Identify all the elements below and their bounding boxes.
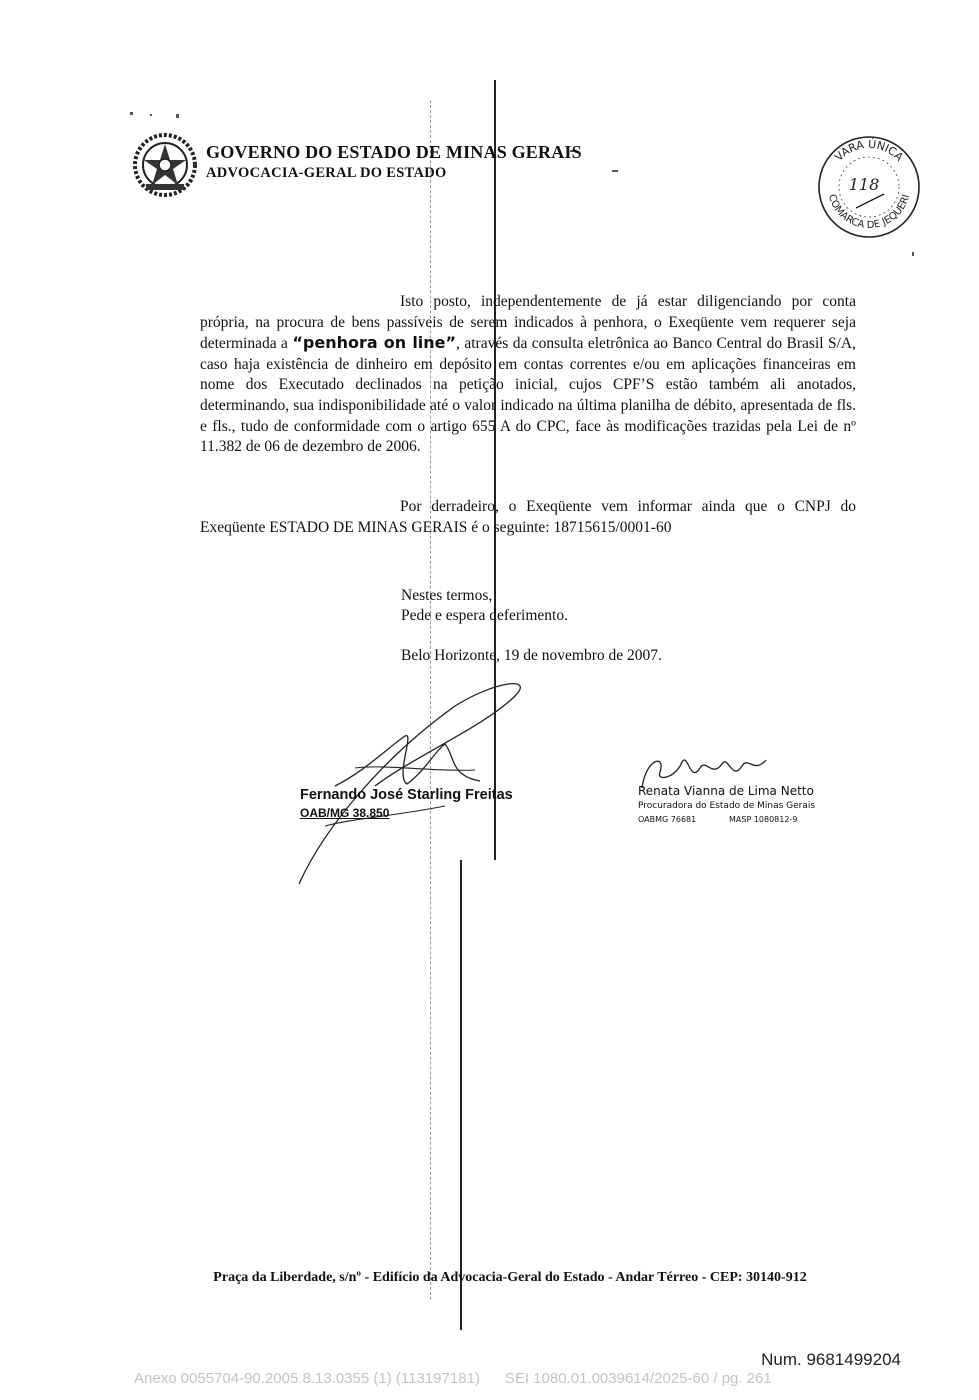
- handwritten-signature-left: [295, 676, 535, 890]
- court-stamp: [814, 132, 924, 242]
- paragraph-cnpj: [200, 497, 856, 538]
- svg-text:VARA ÚNICA: [832, 138, 906, 164]
- signer-right-masp: MASP 1080812-9: [729, 815, 798, 824]
- paragraph1-text-before: Isto posto, independentemente de já estar diligenciando por conta própria, na procura de bens passíveis de serem indicados à penhora, o Exeqüente vem requerer seja determinada a: [200, 293, 856, 353]
- signer-left-oab: OAB/MG 38.850: [300, 806, 390, 820]
- document-number: Num. 9681499204: [761, 1350, 901, 1369]
- place-date: Belo Horizonte, 19 de novembro de 2007.: [401, 647, 662, 664]
- closing-line-1: Nestes termos,: [401, 587, 493, 604]
- header-government: GOVERNO DO ESTADO DE MINAS GERAIS: [206, 142, 582, 162]
- paragraph2-text: Por derradeiro, o Exeqüente vem informar ainda que o CNPJ do Exeqüente ESTADO DE MINAS GERAIS é o seguinte: 18715615/0001-60: [200, 498, 856, 536]
- paragraph-request: [200, 292, 856, 458]
- signer-right-title: Procuradora do Estado de Minas Gerais: [638, 801, 816, 811]
- signer-right-oab: OABMG 76681: [638, 815, 697, 824]
- scan-speck: [176, 114, 179, 118]
- stamp-text-bottom: COMARCA DE JEQUERI: [825, 193, 913, 232]
- paragraph1-text-after: , através da consulta eletrônica ao Banco Central do Brasil S/A, caso haja existência de dinheiro em depósito em contas correntes e/ou em aplicações financeiras em nome dos Executado declinados na petição inicial, cujos CPF’S estão também ali anotados, determinando, sua indisponibilidade até o valor indicado na última planilha de débito, apresentada de fls. e fls., tudo de conformidade com o artigo 655 A do CPC, face às modificações trazidas pela Lei de nº 11.382 de 06 de dezembro de 2006.: [200, 335, 856, 456]
- signer-right-name: Renata Vianna de Lima Netto: [638, 784, 814, 798]
- closing-line-2: Pede e espera deferimento.: [401, 607, 568, 624]
- scan-line-main-lower: [460, 860, 462, 1330]
- scan-speck: [150, 114, 152, 116]
- header-agency: ADVOCACIA-GERAL DO ESTADO: [206, 165, 447, 181]
- stamp-page-number: 118: [848, 175, 880, 194]
- signer-left-name: Fernando José Starling Freitas: [300, 787, 513, 803]
- scan-speck: [130, 112, 133, 115]
- footer-address: Praça da Liberdade, s/nº - Edifício da Advocacia-Geral do Estado - Andar Térreo - CEP: 30140-912: [213, 1270, 807, 1285]
- stamp-text-top: VARA ÚNICA: [832, 137, 906, 164]
- minas-gerais-coat-of-arms-icon: [132, 132, 198, 198]
- svg-text:COMARCA DE JEQUERI: [826, 193, 912, 231]
- scan-speck: [612, 170, 618, 172]
- scan-speck: [912, 252, 914, 256]
- annex-watermark: Anexo 0055704-90.2005.8.13.0355 (1) (113197181) SEI 1080.01.0039614/2025-60 / pg. 261: [134, 1370, 772, 1387]
- paragraph1-emphasis: “penhora on line”: [292, 333, 457, 353]
